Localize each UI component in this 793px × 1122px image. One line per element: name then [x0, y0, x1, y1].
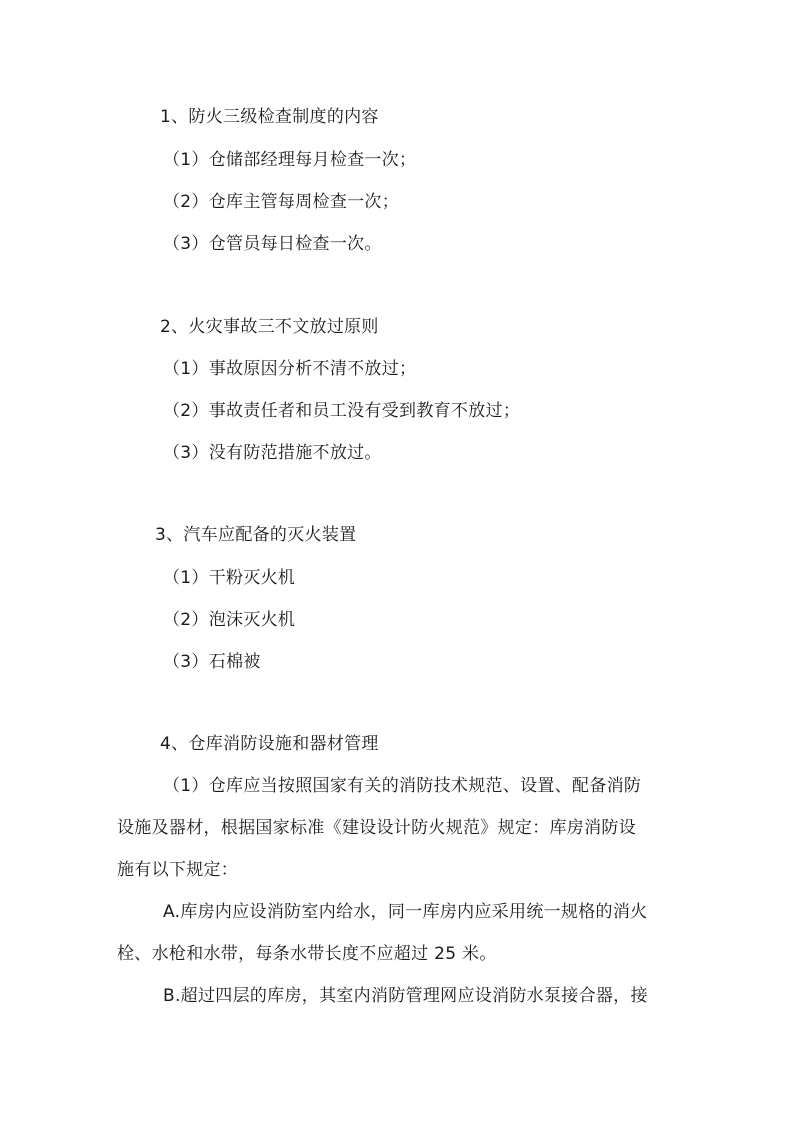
section-1-item-1: （1）仓储部经理每月检查一次； [163, 150, 417, 170]
section-1-heading: 1、防火三级检查制度的内容 [160, 107, 379, 127]
section-4-heading: 4、仓库消防设施和器材管理 [160, 734, 379, 754]
section-4-paraB-line-1: B.超过四层的库房，其室内消防管理网应设消防水泵接合器，接 [163, 986, 648, 1006]
section-3-item-2: （2）泡沫灭火机 [163, 610, 296, 630]
section-4-paraA-line-2: 栓、水枪和水带，每条水带长度不应超过 25 米。 [117, 944, 497, 964]
section-2-heading: 2、火灾事故三不文放过原则 [160, 317, 379, 337]
section-4-para1-line-1: （1）仓库应当按照国家有关的消防技术规范、设置、配备消防 [163, 776, 642, 796]
section-4-para1-line-2: 设施及器材，根据国家标准《建设设计防火规范》规定：库房消防设 [117, 818, 636, 838]
section-4-para1-line-3: 施有以下规定： [117, 860, 239, 880]
section-3-heading: 3、汽车应配备的灭火装置 [155, 525, 357, 545]
section-2-item-2: （2）事故责任者和员工没有受到教育不放过； [163, 401, 521, 421]
section-3-item-1: （1）干粉灭火机 [163, 568, 296, 588]
section-2-item-1: （1）事故原因分析不清不放过； [163, 359, 417, 379]
section-3-item-3: （3）石棉被 [163, 652, 261, 672]
section-1-item-2: （2）仓库主管每周检查一次； [163, 192, 400, 212]
section-1-item-3: （3）仓管员每日检查一次。 [163, 234, 382, 254]
section-4-paraA-line-1: A.库房内应设消防室内给水，同一库房内应采用统一规格的消火 [163, 902, 648, 922]
section-2-item-3: （3）没有防范措施不放过。 [163, 443, 382, 463]
